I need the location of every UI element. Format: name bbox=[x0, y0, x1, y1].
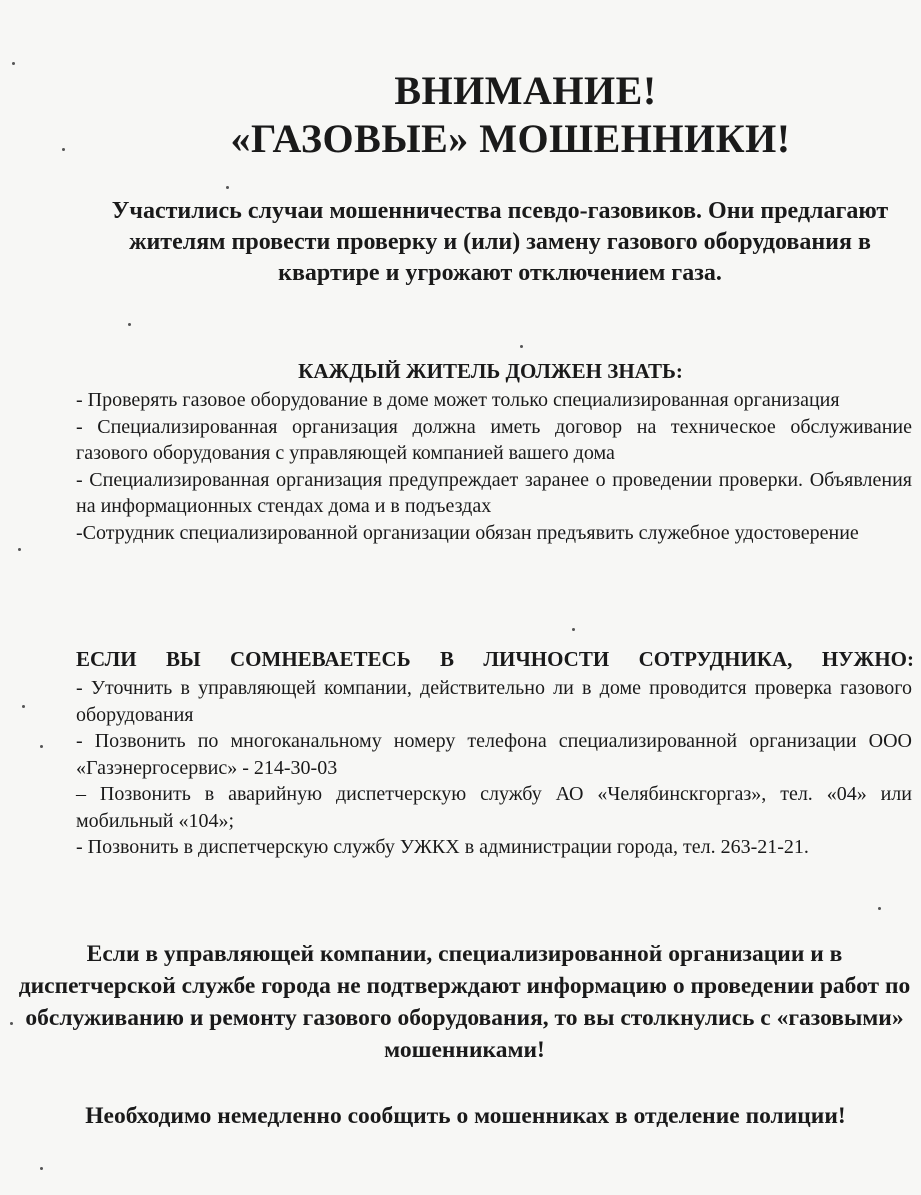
scan-speck bbox=[18, 548, 21, 551]
scan-speck bbox=[520, 345, 523, 348]
intro-paragraph: Участились случаи мошенничества псевдо-газовиков. Они предлагают жителям провести проверку и (или) замену газового оборудования в квартире и угрожают отключением газа. bbox=[111, 198, 889, 286]
section-1-heading: КАЖДЫЙ ЖИТЕЛЬ ДОЛЖЕН ЗНАТЬ: bbox=[298, 359, 683, 383]
list-item: - Позвонить в диспетчерскую службу УЖКХ в администрации города, тел. 263-21-21. bbox=[76, 836, 809, 858]
scan-speck bbox=[22, 705, 25, 708]
scan-speck bbox=[40, 745, 43, 748]
scan-speck bbox=[226, 186, 229, 189]
section-2-list bbox=[76, 675, 912, 861]
scan-speck bbox=[878, 907, 881, 910]
section-2-heading: ЕСЛИ ВЫ СОМНЕВАЕТЕСЬ В ЛИЧНОСТИ СОТРУДНИКА, НУЖНО: bbox=[76, 647, 914, 671]
section-1-list bbox=[76, 387, 912, 546]
title-line-2: «ГАЗОВЫЕ» МОШЕННИКИ! bbox=[230, 116, 791, 161]
list-item: - Проверять газовое оборудование в доме может только специализированная организация bbox=[76, 389, 840, 411]
scan-speck bbox=[128, 323, 131, 326]
scan-speck bbox=[10, 1022, 13, 1025]
scan-speck bbox=[572, 628, 575, 631]
title-line-1: ВНИМАНИЕ! bbox=[394, 68, 657, 113]
scan-speck bbox=[40, 1167, 43, 1170]
list-item: - Специализированная организация должна иметь договор на техническое обслуживание газового оборудования с управляющей компанией вашего дома bbox=[76, 415, 912, 464]
list-item: - Уточнить в управляющей компании, действительно ли в доме проводится проверка газового оборудования bbox=[76, 677, 912, 726]
list-item: – Позвонить в аварийную диспетчерскую службу АО «Челябинскгоргаз», тел. «04» или мобильный «104»; bbox=[76, 783, 912, 832]
list-item: - Специализированная организация предупреждает заранее о проведении проверки. Объявления на информационных стендах дома и в подъездах bbox=[76, 468, 912, 517]
scan-speck bbox=[62, 148, 65, 151]
police-call-to-action: Необходимо немедленно сообщить о мошенниках в отделение полиции! bbox=[85, 1103, 846, 1129]
list-item: - Позвонить по многоканальному номеру телефона специализированной организации ООО «Газэнергосервис» - 214-30-03 bbox=[76, 730, 912, 779]
list-item: -Сотрудник специализированной организации обязан предъявить служебное удостоверение bbox=[76, 521, 859, 544]
scan-speck bbox=[12, 62, 15, 65]
warning-paragraph: Если в управляющей компании, специализированной организации и в диспетчерской службе города не подтверждают информацию о проведении работ по обслуживанию и ремонту газового оборудования, то вы столкнулись с «газовыми» мошенниками! bbox=[18, 941, 911, 1063]
